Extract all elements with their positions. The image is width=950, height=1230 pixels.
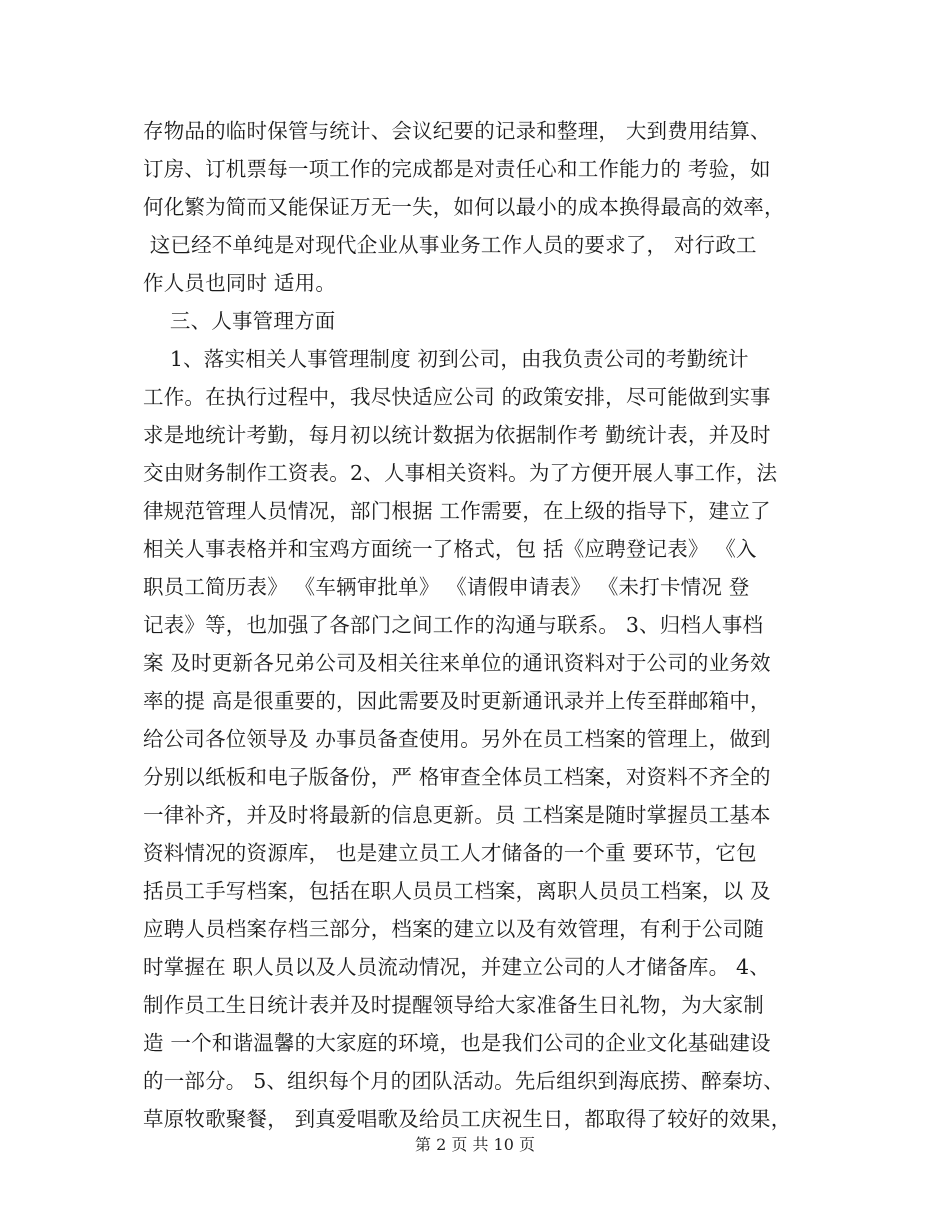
text-line: 工作。在执行过程中，我尽快适应公司 的政策安排，尽可能做到实事 xyxy=(143,385,771,409)
text-line: 括员工手写档案，包括在职人员员工档案，离职人员员工档案，以 及 xyxy=(143,879,771,903)
text-line: 的一部分。 5、组织每个月的团队活动。先后组织到海底捞、醉秦坊、 xyxy=(143,1069,784,1093)
text-line: 何化繁为简而又能保证万无一失，如何以最小的成本换得最高的效率， xyxy=(143,195,785,219)
section-heading: 三、人事管理方面 xyxy=(143,309,336,333)
text-line: 律规范管理人员情况，部门根据 工作需要，在上级的指导下，建立了 xyxy=(143,499,771,523)
text-line: 职员工简历表》 《车辆审批单》 《请假申请表》 《未打卡情况 登 xyxy=(143,575,750,599)
text-line: 交由财务制作工资表。2、人事相关资料。为了方便开展人事工作，法 xyxy=(143,461,778,485)
text-line: 制作员工生日统计表并及时提醒领导给大家准备生日礼物，为大家制 xyxy=(143,993,764,1017)
text-line: 一律补齐，并及时将最新的信息更新。员 工档案是随时掌握员工基本 xyxy=(143,803,771,827)
text-line: 相关人事表格并和宝鸡方面统一了格式，包 括《应聘登记表》 《入 xyxy=(143,537,757,561)
text-line: 1、落实相关人事管理制度 初到公司，由我负责公司的考勤统计 xyxy=(143,347,749,371)
text-line: 时掌握在 职人员以及人员流动情况，并建立公司的人才储备库。 4、 xyxy=(143,955,770,979)
text-line: 率的提 高是很重要的，因此需要及时更新通讯录并上传至群邮箱中， xyxy=(143,689,771,713)
text-line: 案 及时更新各兄弟公司及相关往来单位的通讯资料对于公司的业务效 xyxy=(143,651,771,675)
text-line: 草原牧歌聚餐， 到真爱唱歌及给员工庆祝生日，都取得了较好的效果， xyxy=(143,1107,792,1131)
text-line: 资料情况的资源库， 也是建立员工人才储备的一个重 要环节，它包 xyxy=(143,841,757,865)
text-line: 作人员也同时 适用。 xyxy=(143,271,337,295)
text-line: 这已经不单纯是对现代企业从事业务工作人员的要求了， 对行政工 xyxy=(143,233,757,257)
text-line: 给公司各位领导及 办事员备查使用。另外在员工档案的管理上，做到 xyxy=(143,727,771,751)
text-line: 分别以纸板和电子版备份，严 格审查全体员工档案，对资料不齐全的 xyxy=(143,765,771,789)
text-line: 求是地统计考勤，每月初以统计数据为依据制作考 勤统计表，并及时 xyxy=(143,423,771,447)
page-number-footer: 第 2 页 共 10 页 xyxy=(415,1135,535,1154)
body-text xyxy=(143,112,815,1138)
text-line: 造 一个和谐温馨的大家庭的环境，也是我们公司的企业文化基础建设 xyxy=(143,1031,771,1055)
text-line: 订房、订机票每一项工作的完成都是对责任心和工作能力的 考验，如 xyxy=(143,157,771,181)
text-line: 记表》等，也加强了各部门之间工作的沟通与联系。 3、归档人事档 xyxy=(143,613,764,637)
text-line: 存物品的临时保管与统计、会议纪要的记录和整理， 大到费用结算、 xyxy=(143,119,771,143)
text-line: 应聘人员档案存档三部分，档案的建立以及有效管理，有利于公司随 xyxy=(143,917,764,941)
